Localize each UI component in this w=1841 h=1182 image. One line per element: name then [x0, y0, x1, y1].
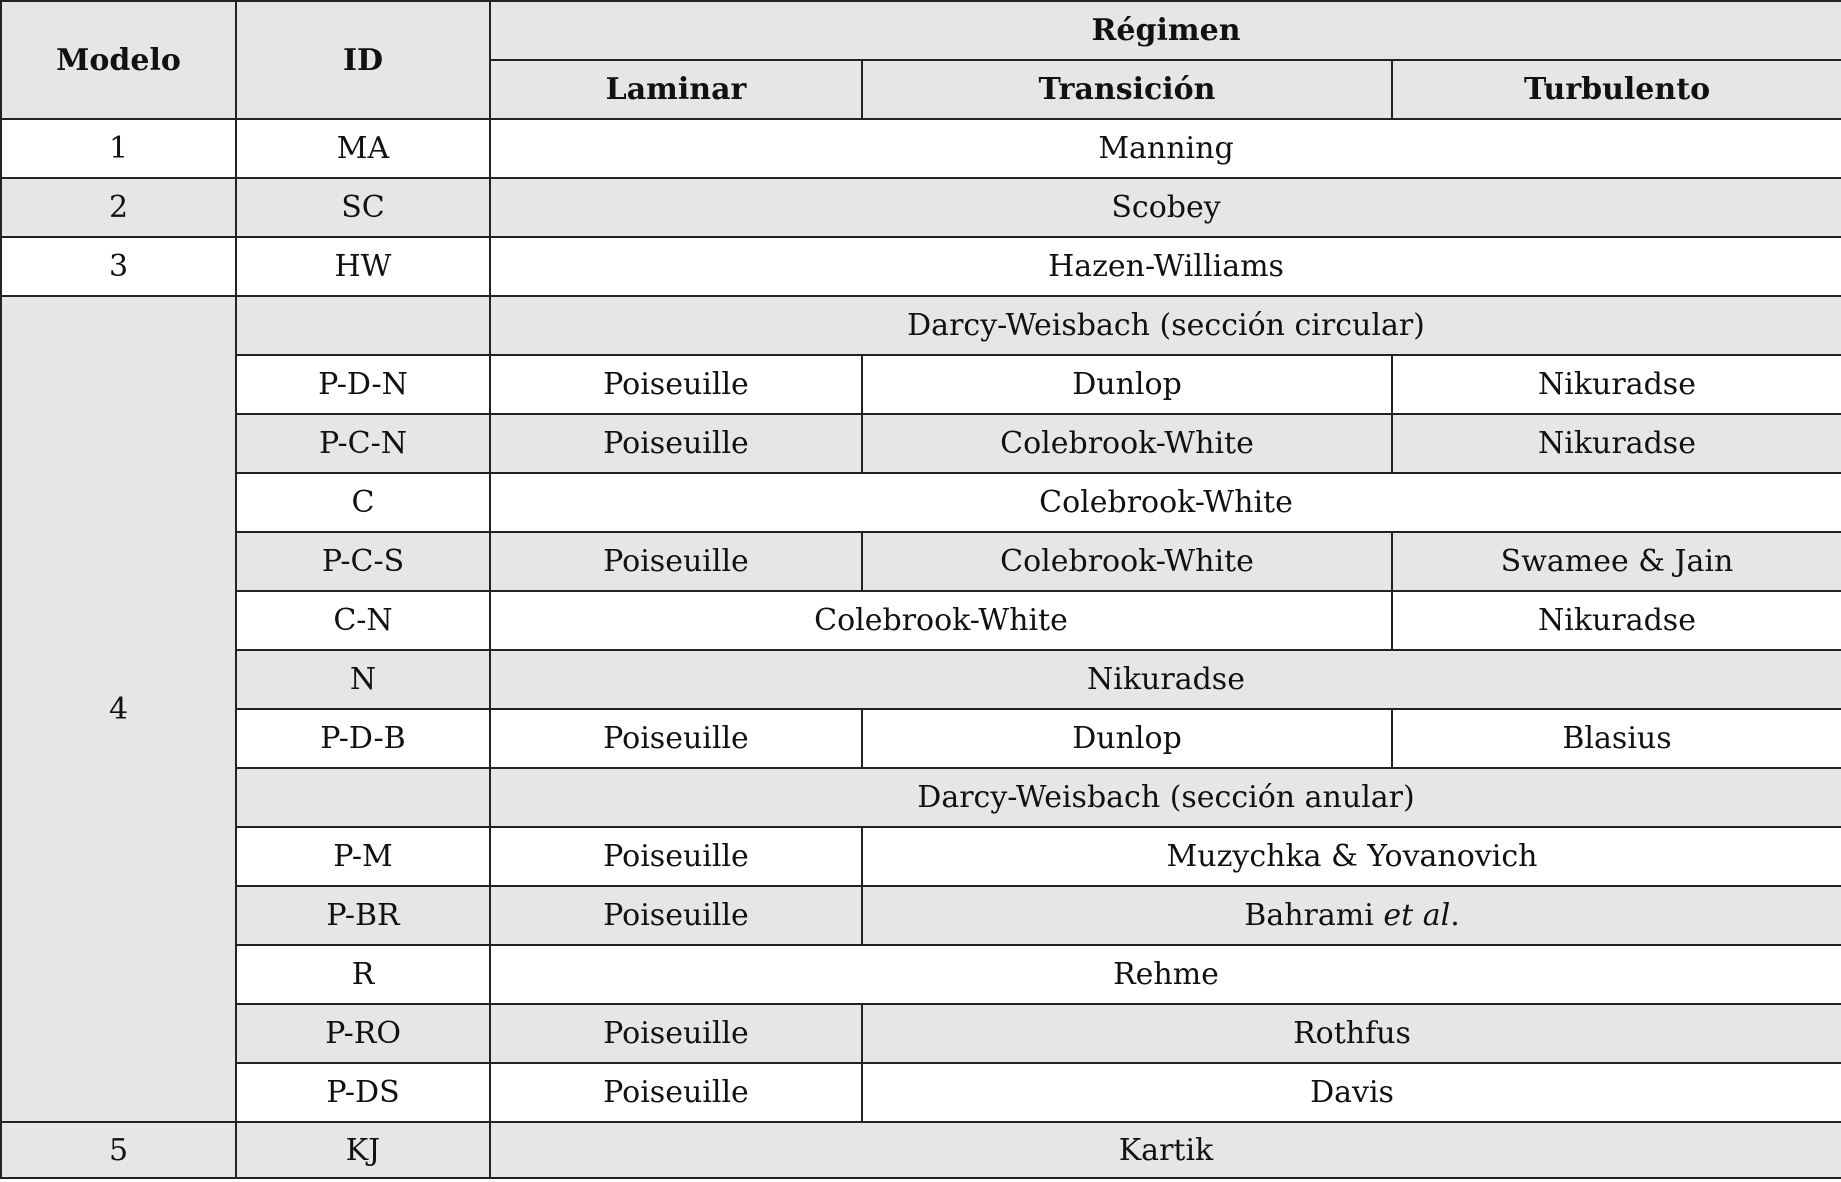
header-transicion: Transición: [862, 60, 1392, 119]
table-row: [1, 1122, 1841, 1178]
id-cell: R: [236, 945, 490, 1004]
transicion-cell: Dunlop: [862, 355, 1392, 414]
modelo-cell: 2: [1, 178, 236, 237]
id-cell: P-D-B: [236, 709, 490, 768]
table-row: [1, 532, 1841, 591]
table-row: [1, 591, 1841, 650]
regimen-cell: Kartik: [490, 1122, 1841, 1178]
turbulento-cell: Nikuradse: [1392, 355, 1841, 414]
table-row: [1, 178, 1841, 237]
table-row: [1, 296, 1841, 355]
transicion-turbulento-cell: Davis: [862, 1063, 1841, 1122]
header-laminar: Laminar: [490, 60, 862, 119]
header-modelo: Modelo: [1, 1, 236, 119]
laminar-cell: Poiseuille: [490, 827, 862, 886]
modelo-cell: 5: [1, 1122, 236, 1178]
transicion-cell: Colebrook-White: [862, 414, 1392, 473]
id-cell: KJ: [236, 1122, 490, 1178]
id-cell: N: [236, 650, 490, 709]
laminar-transicion-cell: Colebrook-White: [490, 591, 1392, 650]
id-cell-empty: [236, 296, 490, 355]
table-row: [1, 1004, 1841, 1063]
author-name: Bahrami: [1244, 898, 1374, 933]
id-cell: P-DS: [236, 1063, 490, 1122]
id-cell: P-C-N: [236, 414, 490, 473]
laminar-cell: Poiseuille: [490, 355, 862, 414]
table-row: [1, 473, 1841, 532]
turbulento-cell: Swamee & Jain: [1392, 532, 1841, 591]
laminar-cell: Poiseuille: [490, 886, 862, 945]
header-regimen: Régimen: [490, 1, 1841, 60]
table-row: [1, 1063, 1841, 1122]
transicion-cell: Dunlop: [862, 709, 1392, 768]
id-cell: SC: [236, 178, 490, 237]
laminar-cell: Poiseuille: [490, 1004, 862, 1063]
regimen-cell: Scobey: [490, 178, 1841, 237]
id-cell: MA: [236, 119, 490, 178]
table-row: [1, 414, 1841, 473]
turbulento-cell: Nikuradse: [1392, 591, 1841, 650]
modelo-cell: 4: [1, 296, 236, 1122]
subheading-circular: Darcy-Weisbach (sección circular): [490, 296, 1841, 355]
transicion-turbulento-cell: Muzychka & Yovanovich: [862, 827, 1841, 886]
regimen-cell: Colebrook-White: [490, 473, 1841, 532]
modelo-cell: 3: [1, 237, 236, 296]
id-cell: P-M: [236, 827, 490, 886]
id-cell: P-BR: [236, 886, 490, 945]
laminar-cell: Poiseuille: [490, 414, 862, 473]
header-id: ID: [236, 1, 490, 119]
laminar-cell: Poiseuille: [490, 532, 862, 591]
header-turbulento: Turbulento: [1392, 60, 1841, 119]
table-row: [1, 237, 1841, 296]
period: .: [1450, 898, 1460, 933]
table-row: [1, 945, 1841, 1004]
subheading-anular: Darcy-Weisbach (sección anular): [490, 768, 1841, 827]
turbulento-cell: Blasius: [1392, 709, 1841, 768]
id-cell: P-D-N: [236, 355, 490, 414]
laminar-cell: Poiseuille: [490, 709, 862, 768]
transicion-turbulento-cell: Rothfus: [862, 1004, 1841, 1063]
header-row-1: [1, 1, 1841, 60]
transicion-cell: Colebrook-White: [862, 532, 1392, 591]
table-row: [1, 827, 1841, 886]
regimen-cell: Nikuradse: [490, 650, 1841, 709]
transicion-turbulento-cell: [862, 886, 1841, 945]
id-cell: HW: [236, 237, 490, 296]
table-row: [1, 119, 1841, 178]
id-cell: C-N: [236, 591, 490, 650]
regimen-cell: Manning: [490, 119, 1841, 178]
regimen-cell: Hazen-Williams: [490, 237, 1841, 296]
id-cell-empty: [236, 768, 490, 827]
et-al: et al: [1383, 898, 1451, 933]
id-cell: P-C-S: [236, 532, 490, 591]
table-row: [1, 886, 1841, 945]
turbulento-cell: Nikuradse: [1392, 414, 1841, 473]
modelo-cell: 1: [1, 119, 236, 178]
table-row: [1, 650, 1841, 709]
table-row: [1, 768, 1841, 827]
table-row: [1, 355, 1841, 414]
regimen-cell: Rehme: [490, 945, 1841, 1004]
laminar-cell: Poiseuille: [490, 1063, 862, 1122]
id-cell: C: [236, 473, 490, 532]
id-cell: P-RO: [236, 1004, 490, 1063]
table-row: [1, 709, 1841, 768]
